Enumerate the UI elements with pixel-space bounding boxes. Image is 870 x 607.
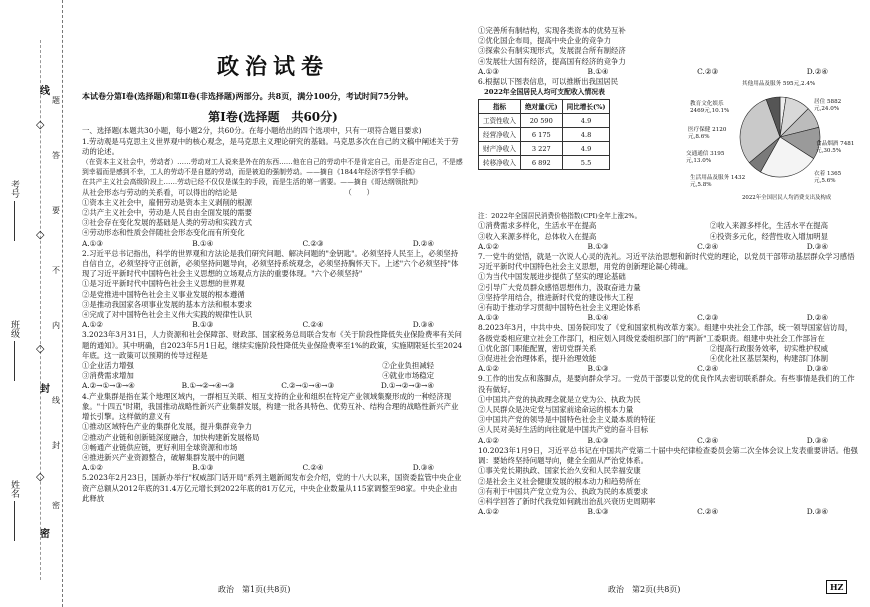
- option-item: ③消费需求增加: [82, 371, 134, 381]
- option-item: ②企业负担减轻: [382, 361, 434, 371]
- answer-options: [478, 67, 858, 77]
- seal-char: 线: [40, 86, 50, 97]
- answer-option[interactable]: B.①③: [587, 364, 609, 374]
- figure-note: 注：2022年全国居民消费价格指数(CPI)全年上涨2%。: [478, 212, 642, 221]
- pie-label: 生活用品及服务 1432元,5.8%: [690, 175, 746, 189]
- answer-option[interactable]: A.①③: [478, 313, 499, 323]
- section-instruction: 一、选择题(本题共30小题，每小题2分，共60分。在每小题给出的四个选项中，只有一项符合题目要求): [82, 126, 422, 136]
- option-item: ③中国共产党的领导是中国特色社会主义最本质的特征: [478, 415, 656, 425]
- option-item: ①资本主义社会中，雇佣劳动是资本主义剥削的根源: [82, 197, 252, 207]
- option-item: ③收入来源多样化，总体收入在提高: [478, 231, 597, 241]
- answer-option[interactable]: A.①③: [82, 238, 103, 248]
- answer-option[interactable]: D.③④: [412, 320, 434, 330]
- answer-option[interactable]: B.①③: [587, 507, 609, 517]
- sub-options: [82, 371, 464, 381]
- option-item: ②推动产业链和创新链深度融合，加快构建新发展格局: [82, 432, 260, 442]
- answer-option[interactable]: B.①③: [192, 320, 214, 330]
- question-text: 10.2023年1月9日，习近平总书记在中国共产党第二十届中央纪律检查委员会第二次全体会议上发表重要讲话。他强调：要始终坚持问题导向，健全全面从严治党体系。: [478, 445, 858, 466]
- option-item: ④推进新兴产业资源整合，破解集群发展中的问题: [82, 452, 245, 462]
- answer-options: [478, 364, 858, 374]
- option-item: ②引导广大党员群众感悟思想伟力，汲取奋进力量: [478, 282, 641, 292]
- pie-label: 交通通信 3195元,13.0%: [686, 151, 725, 165]
- question-text: 4.产业集群是指在某个地理区域内，一群相互关联、相互支持的企业和组织在特定产业领域集聚形成的一种经济现象。"十四五"时期，我国推动战略性新兴产业集群发展，构建一批各具特色、优势互补、结构合理的战略性新兴产业增长引擎。这样做的意义有: [82, 391, 459, 422]
- answer-option[interactable]: C.②③: [302, 238, 324, 248]
- option-item: ④优化社区基层架构，构建部门体制: [709, 354, 828, 364]
- page-title: 政治试卷: [216, 54, 329, 80]
- answer-option[interactable]: D.②④: [412, 238, 434, 248]
- answer-option[interactable]: D.①→②→③→④: [380, 381, 434, 391]
- diamond-mark: ◇: [36, 470, 45, 483]
- option-item: ④劳动形态和性质会伴随社会形态变化而有所变化: [82, 228, 245, 238]
- answer-option[interactable]: B.①③: [587, 435, 609, 445]
- option-item: ④投资多元化，经营性收入增加明显: [709, 231, 828, 241]
- option-item: ②人民群众是决定党与国家前途命运的根本力量: [478, 405, 634, 415]
- answer-option[interactable]: B.①④: [587, 66, 609, 76]
- option-item: ④完成了对中国特色社会主义伟大实践的规律性认识: [82, 310, 252, 320]
- diamond-mark: ◇: [36, 228, 45, 241]
- question-text: 8.2023年3月，中共中央、国务院印发了《党和国家机构改革方案》。组建中央社会工作部，统一领导国家信访局，各级党委相应建立社会工作部门，相应划入同级党委组织部门的"两新"工委职责。组建中央社会工作部旨在: [478, 323, 853, 343]
- option-item: ③社会存在变化发展的基础是人类的劳动和实践方式: [82, 218, 252, 228]
- answer-option[interactable]: C.②→①→④→③: [281, 381, 335, 391]
- answer-option[interactable]: A.①③: [478, 66, 499, 76]
- question-text: 5.2023年2月23日，国新办举行"权威部门话开局"系列主题新闻发布会介绍，党的十八大以来，国资委监管中央企业资产总额从2012年底的31.4万亿元增长到2022年底的81万亿元，中央企业数量从115家调整至98家。中央企业由此释放: [82, 473, 462, 503]
- answer-option[interactable]: D.②④: [806, 66, 828, 76]
- sub-options: [82, 361, 464, 371]
- exam-no-field[interactable]: 考号: [8, 180, 21, 241]
- table-row: 工资性收入 20 590 4.9: [479, 114, 610, 128]
- answer-options: [82, 381, 464, 391]
- warn-char: 内: [52, 321, 60, 330]
- question-text: 6.根据以下图表信息，可以推断出我国居民: [478, 77, 619, 87]
- option-item: ③探索公有制实现形式，发展混合所有制经济: [478, 46, 626, 56]
- answer-option[interactable]: A.②→①→③→④: [82, 381, 135, 391]
- answer-option[interactable]: D.③④: [806, 435, 828, 445]
- warn-char: 线: [52, 396, 60, 405]
- warn-char: 题: [52, 96, 60, 105]
- answer-option[interactable]: A.①②: [82, 320, 103, 330]
- option-item: ①完善所有制结构，实现各类资本的优势互补: [478, 26, 626, 35]
- answer-option[interactable]: B.①③: [192, 463, 214, 473]
- answer-options: [478, 242, 858, 252]
- option-item: ①为当代中国发展进步提供了坚实的理论基础: [478, 272, 626, 282]
- warn-char: 答: [52, 151, 60, 160]
- answer-option[interactable]: C.②④: [302, 463, 324, 473]
- pie-label: 其他用品及服务 595元,2.4%: [742, 81, 816, 88]
- diamond-mark: ◇: [36, 342, 45, 355]
- left-page: [82, 22, 464, 504]
- option-item: ②收入来源多样化，生活水平在提高: [709, 221, 828, 231]
- answer-option[interactable]: A.①②: [478, 364, 499, 374]
- answer-option[interactable]: D.②④: [806, 313, 828, 323]
- answer-option[interactable]: A.①②: [82, 463, 103, 473]
- option-item: ②优化国企布局，提高中央企业的竞争力: [478, 36, 612, 46]
- answer-option[interactable]: A.①②: [478, 435, 499, 445]
- sub-options: [478, 221, 858, 231]
- answer-option[interactable]: A.①②: [478, 241, 499, 251]
- quote-text: （在资本主义社会中，劳动者）……劳动对工人说来是外在的东西……他在自己的劳动中不是肯定自己，而是否定自己，不是感到幸福而是感到不幸，工人的劳动不是自愿的劳动，而是被迫的强制劳动。——摘自《1844年经济学哲学手稿》: [82, 158, 463, 177]
- option-item: ③是推动我国家各项事业发展的基本方法和根本要求: [82, 299, 252, 309]
- answer-option[interactable]: D.③④: [806, 507, 828, 517]
- option-item: ①推动区域特色产业的集群化发展，提升集群竞争力: [82, 422, 252, 432]
- right-page: [478, 26, 858, 517]
- option-item: ④科学回答了新时代我党如何跳出治乱兴衰历史周期率: [478, 496, 656, 506]
- answer-options: [478, 313, 858, 323]
- option-item: ②共产主义社会中，劳动是人民自由全面发展的需要: [82, 208, 252, 218]
- option-item: ③坚持学用结合，推进新时代党的建设伟大工程: [478, 292, 634, 302]
- option-item: ④有助于推动学习贯彻中国特色社会主义理论体系: [478, 303, 641, 313]
- page-footer-right: 政治 第2页(共8页): [608, 585, 681, 594]
- question-text: 3.2023年3月31日，人力资源和社会保障部、财政部、国家税务总局联合发布《关于阶段性降低失业保险费率有关问题的通知》。其中明确，自2023年5月1日起，继续实施阶段性降低失业保险费率至1%的政策，实施期限延长至2024年底。这一政策可以预期的传导过程是: [82, 330, 463, 360]
- answer-option[interactable]: B.①④: [192, 238, 214, 248]
- quote-text: 在共产主义社会高级阶段上……劳动已经不仅仅是谋生的手段，而是生活的第一需要。——摘自《哥达纲领批判》: [82, 178, 422, 187]
- option-item: ①是习近平新时代中国特色社会主义思想的世界观: [82, 279, 245, 289]
- binding-strip: [0, 0, 63, 607]
- table-row: 转移净收入 6 892 5.5: [479, 156, 610, 170]
- question-text: 7.一党牛的觉悟，就是一次说人心灵的洗礼。习近平法治思想和新时代党的理论，以党员干部带动基层群众学习感悟习近平新时代中国特色社会主义思想，用党的创新理论凝心铸魂。: [478, 252, 855, 272]
- option-item: ④人民对美好生活的向往就是中国共产党的奋斗目标: [478, 425, 648, 435]
- question-stem: 从社会形态与劳动的关系看，可以得出的结论是 （ ）: [82, 187, 374, 197]
- answer-option[interactable]: B.①④: [587, 313, 609, 323]
- exam-intro: 本试卷分第Ⅰ卷(选择题)和第Ⅱ卷(非选择题)两部分。共8页，满分100分，考试时间75分钟。: [82, 91, 414, 102]
- option-item: ①事关党长期执政、国家长治久安和人民幸福安康: [478, 466, 641, 476]
- option-item: ③促进社会治理体系，提升治理效能: [478, 354, 597, 364]
- option-item: ④发展壮大国有经济，提高国有经济的竞争力: [478, 56, 626, 66]
- table-header: 绝对量(元): [520, 100, 562, 114]
- answer-option[interactable]: C.②③: [697, 66, 719, 76]
- question-text: 1.劳动观是马克思主义世界观中的核心观念，是马克思主义理论研究的基础。马克思多次在自己的文稿中阐述关于劳动的论述。: [82, 136, 459, 156]
- answer-option[interactable]: B.①③: [587, 241, 609, 251]
- answer-option[interactable]: C.②④: [302, 320, 324, 330]
- answer-options: [82, 239, 464, 249]
- version-badge: HZ: [826, 580, 847, 594]
- option-item: ③畅通产业链供应链，更好利用全球资源和市场: [82, 442, 238, 452]
- answer-option[interactable]: D.③④: [806, 364, 828, 374]
- option-item: ①企业活力增强: [82, 361, 134, 371]
- income-table: [478, 99, 610, 170]
- table-header: 指标: [479, 100, 521, 114]
- option-item: ②是党推进中国特色社会主义事业发展的根本遵循: [82, 289, 245, 299]
- table-header: 同比增长(%): [562, 100, 610, 114]
- seal-char: 密: [40, 529, 50, 540]
- answer-option[interactable]: C.②④: [697, 507, 719, 517]
- sub-options: [478, 354, 858, 364]
- sub-options: [478, 232, 858, 242]
- answer-option[interactable]: C.②④: [697, 364, 719, 374]
- pie-chart: [686, 79, 862, 209]
- pie-label: 食品烟酒 7481元,30.5%: [816, 141, 855, 155]
- answer-options: [478, 507, 858, 517]
- answer-option[interactable]: C.②④: [697, 435, 719, 445]
- option-item: ②是社会主义社会健康发展的根本动力和趋势所在: [478, 476, 641, 486]
- answer-option[interactable]: C.②④: [697, 241, 719, 251]
- pie-label: 居住 5882元,24.0%: [814, 99, 842, 113]
- option-item: ①消费需求多样化，生活水平在提高: [478, 221, 597, 231]
- diamond-mark: ◇: [36, 118, 45, 131]
- pie-label: 教育文化娱乐 2469元,10.1%: [690, 101, 730, 115]
- part-heading: 第Ⅰ卷(选择题 共60分): [208, 110, 338, 125]
- answer-option[interactable]: C.②③: [697, 313, 719, 323]
- page-footer-left: 政治 第1页(共8页): [218, 585, 291, 594]
- warn-char: 不: [52, 266, 60, 275]
- answer-options: [478, 436, 858, 446]
- option-item: ①中国共产党的执政理念就是立党为公、执政为民: [478, 394, 641, 404]
- answer-options: [82, 320, 464, 330]
- question-text: 9.工作的出发点和落脚点，是要向群众学习。一党员干部要以党的优良作风去密切联系群众。有些事情是我们的工作没有做好。: [478, 374, 855, 394]
- sub-options: [478, 344, 858, 354]
- answer-option[interactable]: D.③④: [412, 463, 434, 473]
- answer-option[interactable]: A.①②: [478, 507, 499, 517]
- answer-option[interactable]: B.①→②→④→③: [181, 381, 235, 391]
- class-field[interactable]: 班级: [8, 320, 21, 381]
- seal-char: 封: [40, 384, 50, 395]
- answer-options: [82, 463, 464, 473]
- table-row: 财产净收入 3 227 4.9: [479, 142, 610, 156]
- table-title: 2022年全国居民人均可支配收入情况表: [484, 88, 605, 97]
- warn-char: 要: [52, 206, 60, 215]
- question-text: 2.习近平总书记指出，科学的世界观和方法论是我们研究问题、解决问题的"金钥匙"。必须坚持人民至上，必须坚持自信自立，必须坚持守正创新，必须坚持问题导向，必须坚持系统观念，必须坚持胸怀天下。上述"六个必须坚持"体现了习近平新时代中国特色社会主义思想的立场观点方法的重要体现。"六个必须坚持": [82, 248, 459, 279]
- option-item: ③有利于中国共产党立党为公、执政为民的本质要求: [478, 486, 648, 496]
- warn-char: 封: [52, 441, 60, 450]
- table-row: 经营净收入 6 175 4.8: [479, 128, 610, 142]
- option-item: ①优化部门职能配置，密切党群关系: [478, 343, 597, 353]
- name-field[interactable]: 姓名: [8, 480, 21, 541]
- warn-char: 密: [52, 501, 60, 510]
- pie-title: 2022年全国居民人均消费支出及构成: [742, 195, 832, 202]
- option-item: ②提高行政服务效率，切实维护权威: [709, 343, 828, 353]
- pie-label: 衣着 1365元,5.6%: [814, 171, 842, 185]
- option-item: ④就业市场稳定: [382, 371, 434, 381]
- pie-label: 医疗保健 2120元,8.6%: [688, 127, 727, 141]
- answer-option[interactable]: D.③④: [806, 241, 828, 251]
